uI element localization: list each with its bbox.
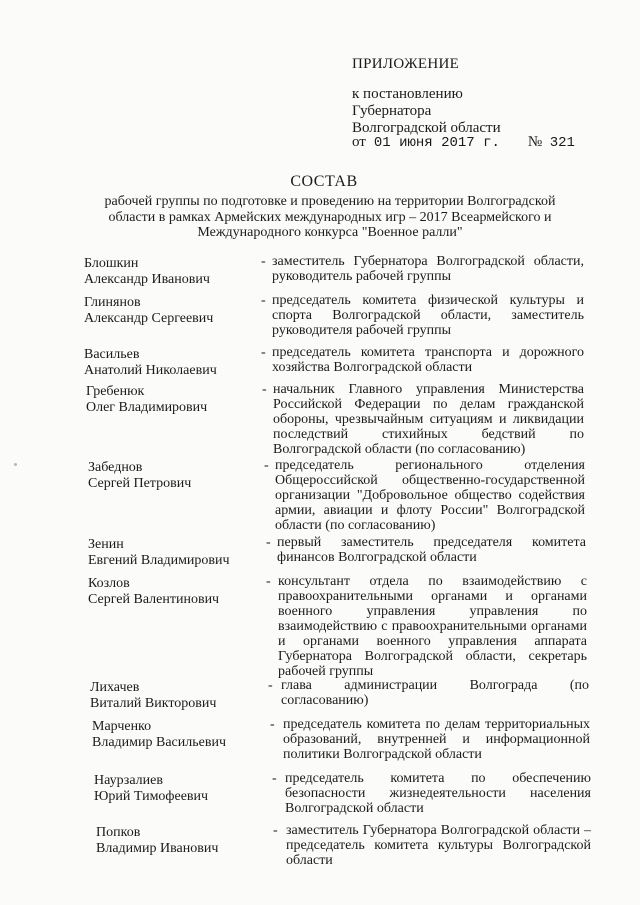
- member-role: председатель регионального отделения Общероссийской общественно-государственной организации "Добровольное общество содействия армии, авиации и флоту России" Волгоградской области (по согласованию): [275, 458, 585, 533]
- decree-date: 01 июня 2017 г.: [373, 135, 500, 151]
- member-role: председатель комитета транспорта и дорожного хозяйства Волгоградской области: [272, 345, 584, 375]
- appendix-line: Губернатора: [352, 103, 432, 119]
- role-dash: -: [270, 717, 275, 732]
- document-subtitle: рабочей группы по подготовке и проведению на территории Волгоградской области в рамках Армейских международных игр – 2017 Всеармейского и Международного конкурса "Военное ралли": [104, 194, 556, 240]
- role-dash: -: [262, 382, 267, 397]
- member-surname: Гребенюк: [86, 384, 145, 399]
- role-dash: -: [261, 345, 266, 360]
- scan-artifact: [14, 463, 17, 466]
- member-role: заместитель Губернатора Волгоградской области, руководитель рабочей группы: [272, 254, 584, 284]
- member-surname: Лихачев: [90, 680, 140, 695]
- member-given-names: Виталий Викторович: [90, 696, 217, 711]
- member-given-names: Владимир Иванович: [96, 841, 219, 856]
- appendix-line: к постановлению: [352, 86, 463, 102]
- document-heading: СОСТАВ: [290, 173, 358, 190]
- member-given-names: Юрий Тимофеевич: [94, 789, 209, 804]
- member-name: [84, 295, 213, 327]
- member-surname: Козлов: [88, 576, 130, 591]
- member-given-names: Олег Владимирович: [86, 400, 208, 415]
- member-name: [88, 460, 191, 492]
- role-dash: -: [273, 823, 278, 838]
- member-name: [90, 680, 216, 712]
- number-sign: №: [527, 134, 543, 150]
- role-dash: -: [264, 458, 269, 473]
- role-dash: -: [261, 254, 266, 269]
- appendix-title: ПРИЛОЖЕНИЕ: [352, 56, 460, 72]
- member-given-names: Сергей Валентинович: [88, 592, 220, 607]
- role-dash: -: [272, 771, 277, 786]
- member-name: [88, 537, 230, 569]
- role-dash: -: [266, 574, 271, 589]
- member-given-names: Евгений Владимирович: [88, 553, 230, 568]
- member-name: [86, 384, 207, 416]
- member-surname: Попков: [96, 825, 141, 840]
- member-given-names: Владимир Васильевич: [92, 735, 226, 750]
- member-surname: Васильев: [84, 347, 140, 362]
- member-role: первый заместитель председателя комитета финансов Волгоградской области: [277, 535, 586, 565]
- member-name: [96, 825, 218, 857]
- member-given-names: Александр Иванович: [84, 272, 210, 287]
- member-surname: Наурзалиев: [94, 773, 163, 788]
- member-role: глава администрации Волгограда (по согласованию): [281, 678, 589, 708]
- member-given-names: Анатолий Николаевич: [84, 363, 217, 378]
- member-surname: Блошкин: [84, 256, 139, 271]
- member-surname: Зенин: [88, 537, 124, 552]
- member-name: [88, 576, 219, 608]
- role-dash: -: [261, 293, 266, 308]
- member-role: председатель комитета по делам территориальных образований, внутренней и информационной политики Волгоградской области: [283, 717, 590, 762]
- member-role: консультант отдела по взаимодействию с правоохранительными органами и органами военного управления управления по взаимодействию с правоохранительными органами и органами военного управления аппарата Губернатора Волгоградской области, секретарь рабочей группы: [278, 574, 587, 679]
- role-dash: -: [266, 535, 271, 550]
- member-role: начальник Главного управления Министерства Российской Федерации по делам гражданской обороны, чрезвычайным ситуациям и ликвидации последствий стихийных бедствий по Волгоградской области (по согласованию): [273, 382, 584, 457]
- member-role: председатель комитета по обеспечению безопасности жизнедеятельности населения Волгоградской области: [285, 771, 591, 816]
- date-prefix: от: [352, 134, 366, 150]
- member-name: [84, 347, 217, 379]
- member-name: [94, 773, 208, 805]
- decree-number: 321: [549, 135, 575, 151]
- member-name: [92, 719, 226, 751]
- member-given-names: Александр Сергеевич: [84, 311, 214, 326]
- role-dash: -: [268, 678, 273, 693]
- member-role: председатель комитета физической культуры и спорта Волгоградской области, заместитель руководителя рабочей группы: [272, 293, 584, 338]
- member-given-names: Сергей Петрович: [88, 476, 192, 491]
- member-surname: Марченко: [92, 719, 152, 734]
- appendix-line: Волгоградской области: [352, 120, 501, 136]
- member-name: [84, 256, 210, 288]
- member-surname: Забеднов: [88, 460, 143, 475]
- member-surname: Глинянов: [84, 295, 141, 310]
- member-role: заместитель Губернатора Волгоградской области – председатель комитета культуры Волгоградской области: [286, 823, 591, 868]
